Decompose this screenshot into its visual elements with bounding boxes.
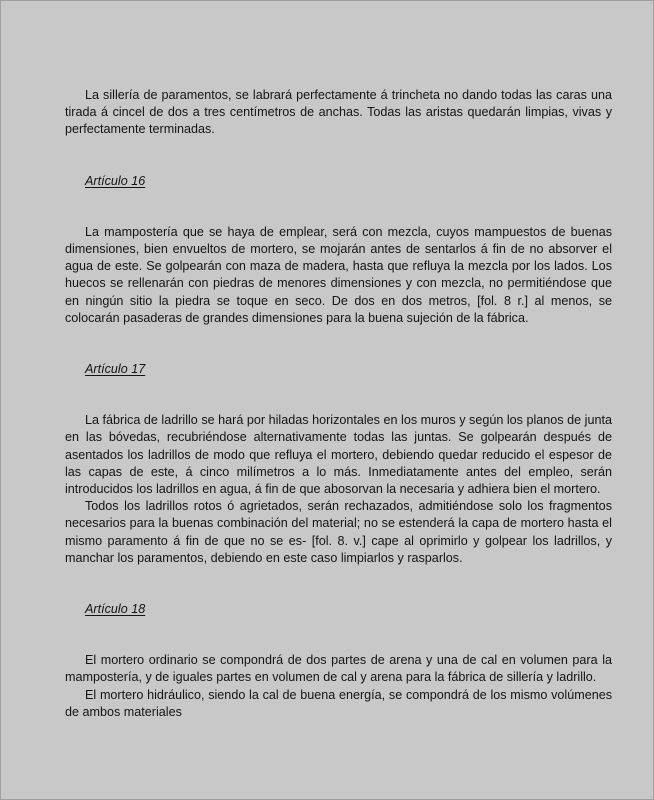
article-18-paragraph-1: El mortero ordinario se compondrá de dos partes de arena y una de cal en volumen para la mampostería, y de iguales partes en volumen de cal y arena para la fábrica de sillería y ladrillo. (65, 653, 612, 685)
spacer (65, 139, 612, 173)
intro-paragraph-1: La sillería de paramentos, se labrará perfectamente á trincheta no dando todas las caras una tirada á cincel de dos a tres centímetros de anchas. Todas las aristas quedarán limpias, vivas y perfectamente terminadas. (65, 88, 612, 137)
article-17-paragraph-2: Todos los ladrillos rotos ó agrietados, serán rechazados, admitiéndose solo los fragmentos necesarios para la buenas combinación del material; no se estenderá la capa de mortero hasta el mismo paramento á fin de que no se es- [fol. 8. v.] cape al oprimirlo y golpear los ladrillos, y manchar los paramentos, debiendo en este caso limpiarlos y rasparlos. (65, 499, 612, 565)
article-17-heading: Artículo 17 (85, 362, 146, 377)
spacer (65, 378, 612, 412)
article-16-paragraph-1: La mampostería que se haya de emplear, será con mezcla, cuyos mampuestos de buenas dimensiones, bien envueltos de mortero, se mojarán antes de sentarlos á fin de no absorver el agua de este. Se golpearán con maza de madera, hasta que refluya la mezcla por los lados. Los huecos se rellenarán con piedras de menores dimensiones y con mezcla, no permitiéndose que en ningún sitio la piedra se toque en seco. De dos en dos metros, [fol. 8 r.] al menos, se colocarán pasaderas de grandes dimensiones para la buena sujeción de la fábrica. (65, 224, 612, 325)
spacer (65, 327, 612, 361)
spacer (65, 618, 612, 652)
document-body (65, 87, 612, 721)
article-16-heading: Artículo 16 (85, 173, 146, 188)
article-17-paragraph-1: La fábrica de ladrillo se hará por hiladas horizontales en los muros y según los planos de junta en las bóvedas, recubriéndose alternativamente todas las juntas. Se golpearán después de asentados los ladrillos de modo que refluya el mortero, debiendo quedar reducido el espesor de las capas de este, á cinco milímetros a lo más. Inmediatamente antes del empleo, serán introducidos los ladrillos en agua, á fin de que abosorvan la necesaria y adhiera bien el mortero. (65, 413, 612, 497)
spacer (65, 567, 612, 601)
article-18-paragraph-2: El mortero hidráulico, siendo la cal de buena energía, se compondrá de los mismo volúmenes de ambos materiales (65, 687, 612, 719)
spacer (65, 190, 612, 224)
article-18-heading: Artículo 18 (85, 602, 146, 617)
